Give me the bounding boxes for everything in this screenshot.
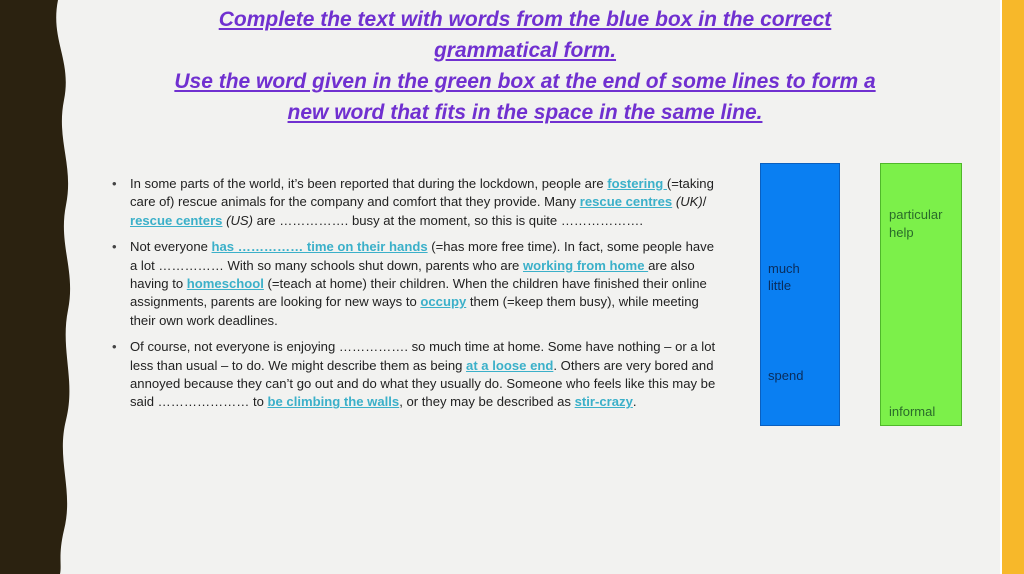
- link-working-from-home[interactable]: working from home: [522, 257, 649, 273]
- blue-word-much: much: [768, 261, 800, 276]
- link-climbing-the-walls[interactable]: be climbing the walls: [267, 394, 400, 410]
- link-stir-crazy[interactable]: stir-crazy: [574, 394, 633, 410]
- title-line-1: Complete the text with words from the blue box in the correct: [218, 8, 832, 31]
- blue-word-little: little: [768, 278, 792, 293]
- bullet-icon: •: [112, 339, 117, 355]
- exercise-text: [110, 175, 716, 420]
- green-word-informal: informal: [889, 404, 936, 419]
- blue-word-spend: spend: [768, 368, 804, 383]
- blue-word-box: [760, 163, 840, 426]
- accent-bar: [1002, 0, 1024, 574]
- wavy-border-decoration: [0, 0, 80, 574]
- paragraph-2: • Not everyone has …………… time on their hands (=has more free time). In fact, some people have a lot …………… With so many schools shut down, parents who are working from home are also having to homeschool (=teach at home) their children. When the children have finished their online assignments, parents are looking for new ways to occupy them (=keep them busy), while meeting their own work deadlines.: [112, 239, 714, 328]
- title-line-4: new word that fits in the space in the same line.: [287, 101, 763, 124]
- link-homeschool[interactable]: homeschool: [186, 276, 264, 292]
- bullet-icon: •: [112, 176, 117, 191]
- green-word-particular: particular: [889, 207, 943, 222]
- paragraph-1: • In some parts of the world, it’s been reported that during the lockdown, people are fostering (=taking care of) rescue animals for the company and comfort that they provide. Many rescue centres (UK)/ rescue centers (US) are ……………. busy at the moment, so this is quite ……………….: [112, 176, 714, 228]
- paragraph-3: • Of course, not everyone is enjoying ……………. so much time at home. Some have nothing – or a lot less than usual – to do. We might describe them as being at a loose end. Others are very bored and annoyed because they can’t go out and do what they usually do. Someone who feels like this may be said ………………… to be climbing the walls, or they may be described as stir-crazy.: [112, 339, 716, 410]
- link-time-on-their-hands[interactable]: has …………… time on their hands: [211, 239, 428, 255]
- link-occupy[interactable]: occupy: [420, 294, 467, 310]
- instructions-title: [110, 4, 940, 128]
- link-rescue-centers[interactable]: rescue centers: [130, 212, 223, 228]
- bullet-icon: •: [112, 239, 117, 255]
- link-rescue-centres[interactable]: rescue centres: [579, 194, 673, 210]
- green-word-box: [880, 163, 962, 426]
- title-line-3: Use the word given in the green box at the end of some lines to form a: [174, 70, 876, 93]
- green-word-help: help: [889, 225, 914, 240]
- link-fostering[interactable]: fostering: [607, 176, 667, 191]
- title-line-2: grammatical form.: [433, 39, 617, 62]
- link-at-a-loose-end[interactable]: at a loose end: [466, 357, 554, 373]
